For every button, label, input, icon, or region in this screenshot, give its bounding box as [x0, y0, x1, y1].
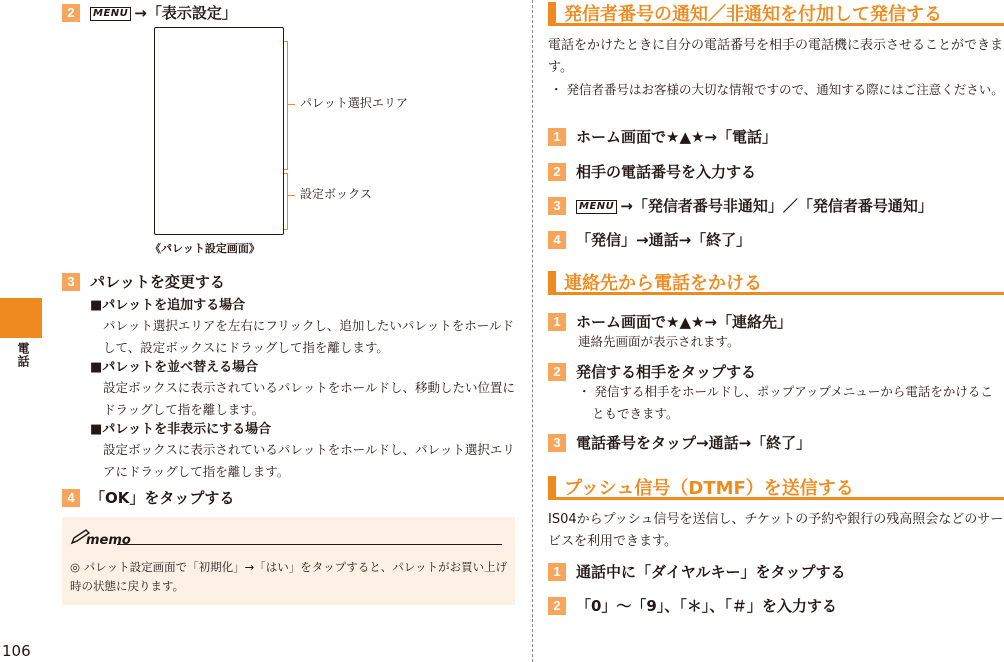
- step-text: 発信する相手をタップする: [576, 363, 757, 381]
- chapter-label: 電話: [16, 342, 30, 368]
- step-number: 3: [548, 197, 566, 215]
- step-number: 1: [548, 313, 566, 331]
- step-text: MENU →「発信者番号非通知」／「発信者番号通知」: [576, 197, 933, 215]
- heading-bar: [548, 476, 556, 500]
- section-heading-contacts-call: [548, 271, 1004, 295]
- setting-box-leader: [287, 195, 295, 196]
- step-1-home-phone: [548, 128, 777, 146]
- caller-id-intro: 電話をかけたときに自分の電話番号を相手の電話機に表示させることができます。: [548, 38, 1004, 75]
- step-3-tap-number: [548, 434, 811, 452]
- step-2-display-settings: [62, 4, 237, 22]
- step-text: 「0」～「9」、「＊」、「＃」を入力する: [576, 597, 837, 615]
- section-title: プッシュ信号（DTMF）を送信する: [564, 478, 854, 499]
- step-2-enter-digits: [548, 597, 837, 615]
- step-4-tap-ok: [62, 489, 234, 507]
- step-number: 3: [62, 273, 80, 291]
- step-text: 「発信」→通話→「終了」: [576, 231, 752, 249]
- step-text: 相手の電話番号を入力する: [576, 163, 757, 181]
- step-number: 4: [62, 489, 80, 507]
- step-text: パレットを変更する: [90, 273, 225, 291]
- step-text: 「OK」をタップする: [90, 489, 235, 507]
- step-text: 電話番号をタップ→通話→「終了」: [576, 434, 812, 452]
- figure-caption: 《パレット設定画面》: [150, 242, 260, 255]
- step-number: 1: [548, 128, 566, 146]
- sub-body-reorder: 設定ボックスに表示されているパレットをホールドし、移動したい位置にドラッグして指を離します。: [103, 380, 516, 417]
- step-text: ホーム画面で★▲★→「電話」: [576, 128, 777, 146]
- setting-box-bracket: [287, 173, 288, 230]
- sub-heading-reorder: ■パレットを並べ替える場合: [90, 360, 259, 375]
- phone-screen-figure: [154, 27, 284, 235]
- step-3-change-palette: [62, 273, 225, 291]
- step-3-caller-id-option: [548, 197, 933, 215]
- step-1-note: 連絡先画面が表示されます。: [578, 334, 740, 349]
- sub-heading-add: ■パレットを追加する場合: [90, 298, 246, 313]
- memo-label: memo: [86, 533, 131, 548]
- step-text: ホーム画面で★▲★→「連絡先」: [576, 313, 792, 331]
- step-number: 1: [548, 563, 566, 581]
- step-text: MENU →「表示設定」: [90, 4, 237, 22]
- heading-bar: [548, 271, 556, 295]
- step-1-home-contacts: [548, 313, 792, 331]
- heading-bar: [548, 2, 556, 26]
- setting-box-label: 設定ボックス: [300, 187, 372, 201]
- column-divider: [532, 0, 533, 662]
- caller-id-caution: ・ 発信者番号はお客様の大切な情報ですので、通知する際にはご注意ください。: [550, 82, 1004, 97]
- step-number: 2: [548, 597, 566, 615]
- palette-area-label: パレット選択エリア: [300, 96, 408, 110]
- menu-key-icon: MENU: [90, 7, 131, 21]
- section-title: 連絡先から電話をかける: [564, 273, 762, 294]
- sub-body-add: パレット選択エリアを左右にフリックし、追加したいパレットをホールドして、設定ボックスにドラッグして指を離します。: [103, 318, 515, 355]
- section-heading-caller-id: [548, 2, 1004, 26]
- step-number: 2: [548, 363, 566, 381]
- step-1-dial-key: [548, 563, 846, 581]
- palette-area-bracket: [287, 41, 288, 170]
- chapter-tab: [0, 298, 42, 338]
- menu-key-icon: MENU: [576, 200, 617, 214]
- step-number: 4: [548, 231, 566, 249]
- dtmf-intro: IS04からプッシュ信号を送信し、チケットの予約や銀行の残高照会などのサービスを利用できます。: [548, 512, 1004, 549]
- sub-heading-hide: ■パレットを非表示にする場合: [90, 422, 272, 437]
- step-number: 2: [62, 4, 80, 22]
- step-4-call-end: [548, 231, 751, 249]
- section-title: 発信者番号の通知／非通知を付加して発信する: [564, 4, 942, 25]
- step-2-tap-contact: [548, 363, 756, 381]
- sub-body-hide: 設定ボックスに表示されているパレットをホールドし、パレット選択エリアにドラッグして指を離します。: [103, 442, 515, 479]
- memo-box: [62, 517, 515, 605]
- palette-area-leader: [287, 104, 295, 105]
- step-number: 2: [548, 163, 566, 181]
- step-text: 通話中に「ダイヤルキー」をタップする: [576, 563, 846, 581]
- step-number: 3: [548, 434, 566, 452]
- memo-rule: [117, 544, 502, 545]
- step-2-enter-number: [548, 163, 756, 181]
- section-heading-dtmf: [548, 476, 1004, 500]
- step-2-note: ・ 発信する相手をホールドし、ポップアップメニューから電話をかけることもできます。: [578, 384, 993, 421]
- memo-text: ◎ パレット設定画面で「初期化」→「はい」をタップすると、パレットがお買い上げ時の状態に戻ります。: [70, 560, 508, 593]
- page-number: 106: [2, 642, 31, 660]
